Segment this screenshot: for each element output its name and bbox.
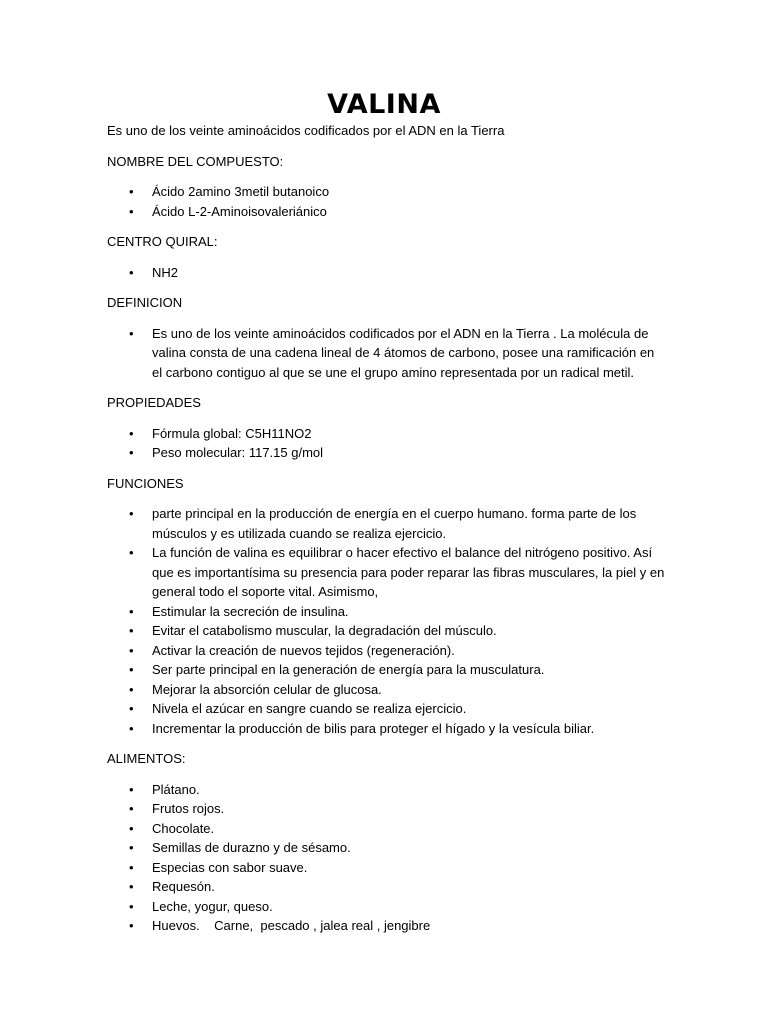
list-item: • Estimular la secreción de insulina. [107,602,667,622]
list-item: • Leche, yogur, queso. [107,897,667,917]
list-alimentos [107,780,667,936]
list-item: • Ácido 2amino 3metil butanoico [107,182,667,202]
document-body [107,121,667,947]
list-item: • Fórmula global: C5H11NO2 [107,424,667,444]
list-item: • Ser parte principal en la generación de energía para la musculatura. [107,660,667,680]
list-item: • Semillas de durazno y de sésamo. [107,838,667,858]
list-item: • Es uno de los veinte aminoácidos codificados por el ADN en la Tierra . La molécula de valina consta de una cadena lineal de 4 átomos de carbono, posee una ramificación en el carbono contiguo al que se une el grupo amino representada por un radical metil. [107,324,667,383]
section-heading-nombre: NOMBRE DEL COMPUESTO: [107,153,284,169]
list-item: • Chocolate. [107,819,667,839]
list-propiedades [107,424,667,463]
intro-text: Es uno de los veinte aminoácidos codificados por el ADN en la Tierra [107,123,505,138]
document-title: VALINA [327,89,441,120]
list-item: • La función de valina es equilibrar o hacer efectivo el balance del nitrógeno positivo. Así que es importantísima su presencia para poder reparar las fibras musculares, la piel y en general todo el soporte vital. Asimismo, [107,543,667,602]
list-item: • Ácido L-2-Aminoisovaleriánico [107,202,667,222]
list-item: • Plátano. [107,780,667,800]
list-item: • Activar la creación de nuevos tejidos (regeneración). [107,641,667,661]
list-item: • Incrementar la producción de bilis para proteger el hígado y la vesícula biliar. [107,719,667,739]
section-heading-funciones: FUNCIONES [107,475,184,491]
list-centro-quiral [107,263,667,283]
list-item: • Mejorar la absorción celular de glucosa. [107,680,667,700]
section-heading-alimentos: ALIMENTOS: [107,751,186,766]
section-heading-centro-quiral: CENTRO QUIRAL: [107,234,218,249]
list-item: • Peso molecular: 117.15 g/mol [107,443,667,463]
list-item: • Frutos rojos. [107,799,667,819]
list-item: • Especias con sabor suave. [107,858,667,878]
list-item: • parte principal en la producción de energía en el cuerpo humano. forma parte de los músculos y es utilizada cuando se realiza ejercicio. [107,504,667,543]
list-definicion [107,324,667,383]
list-item: • Requesón. [107,877,667,897]
section-heading-propiedades: PROPIEDADES [107,395,201,410]
list-item: • Huevos. Carne, pescado , jalea real , jengibre [107,916,667,936]
list-nombre [107,182,667,221]
list-item: • Evitar el catabolismo muscular, la degradación del músculo. [107,621,667,641]
list-item: • Nivela el azúcar en sangre cuando se realiza ejercicio. [107,699,667,719]
list-funciones [107,504,667,738]
section-heading-definicion: DEFINICION [107,295,183,310]
list-item: • NH2 [107,263,667,283]
